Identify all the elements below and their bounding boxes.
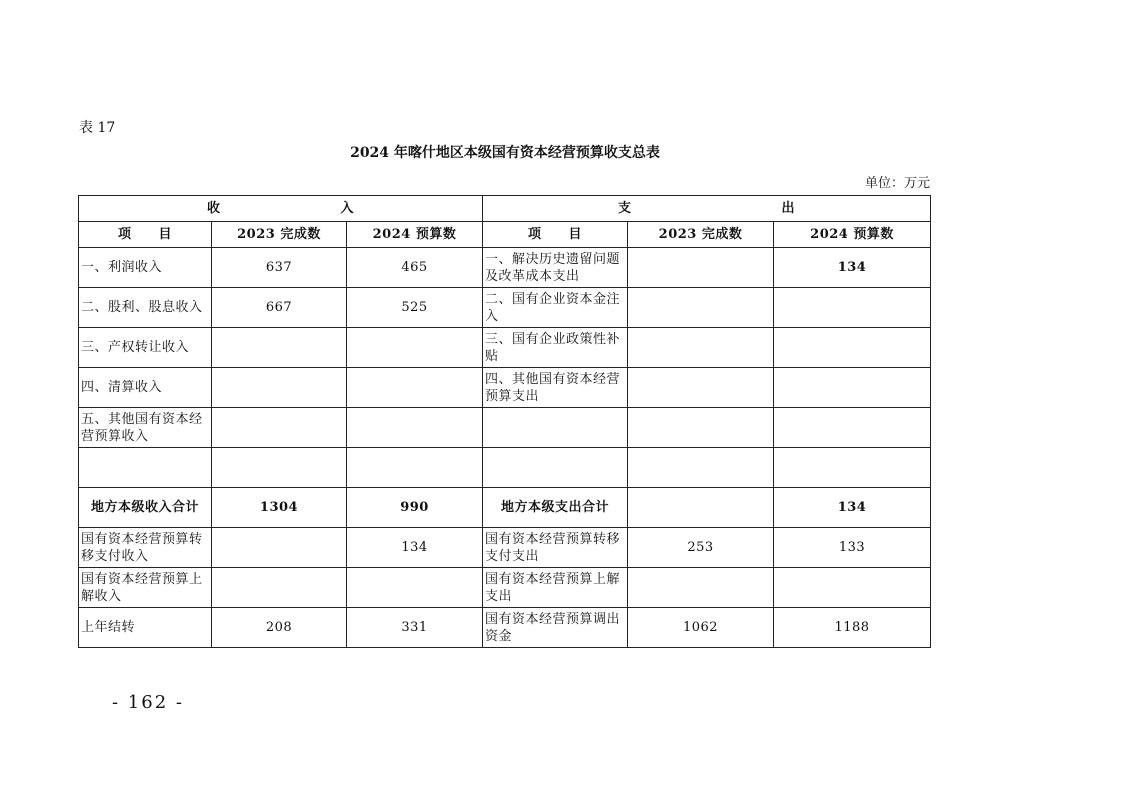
expense-2024-cell [774,568,931,608]
income-2023-cell [212,328,347,368]
expense-section-header [483,196,931,222]
expense-item-cell: 国有资本经营预算上解支出 [483,568,628,608]
income-2024-cell: 331 [347,608,483,648]
unit-label: 单位：万元 [864,176,930,191]
income-item-cell: 上年结转 [79,608,212,648]
expense-item-cell: 四、其他国有资本经营预算支出 [483,368,628,408]
section-header-row [79,196,931,222]
table-row [79,368,931,408]
col-header-income-2023: 2023 完成数 [212,222,347,248]
expense-2023-cell: 253 [628,528,774,568]
expense-2023-cell [628,248,774,288]
table-number: 表 17 [79,120,116,136]
income-2023-cell [212,568,347,608]
income-item-cell [79,448,212,488]
income-subtotal-label: 地方本级收入合计 [79,488,212,528]
expense-subtotal-2024: 134 [774,488,931,528]
income-header-char-1: 收 [206,201,221,216]
page-number: - 162 - [112,692,184,713]
income-item-cell: 五、其他国有资本经营预算收入 [79,408,212,448]
income-2024-cell [347,408,483,448]
table-row [79,328,931,368]
income-item-cell: 四、清算收入 [79,368,212,408]
table-row [79,608,931,648]
expense-item-cell [483,408,628,448]
expense-2023-cell [628,368,774,408]
expense-2023-cell [628,288,774,328]
table-row [79,448,931,488]
income-2023-cell [212,368,347,408]
expense-2024-cell [774,448,931,488]
income-2023-cell: 208 [212,608,347,648]
income-2023-cell: 637 [212,248,347,288]
expense-item-cell: 三、国有企业政策性补贴 [483,328,628,368]
income-item-cell: 三、产权转让收入 [79,328,212,368]
col-header-income-item: 项 目 [79,222,212,248]
budget-table [78,195,931,648]
expense-2023-cell [628,568,774,608]
document-title: 2024 年喀什地区本级国有资本经营预算收支总表 [350,145,660,161]
income-2024-cell [347,568,483,608]
subtotal-row [79,488,931,528]
expense-2023-cell: 1062 [628,608,774,648]
income-item-cell: 国有资本经营预算转移支付收入 [79,528,212,568]
income-2024-cell [347,328,483,368]
expense-2024-cell: 133 [774,528,931,568]
income-2024-cell: 134 [347,528,483,568]
col-header-expense-item: 项 目 [483,222,628,248]
expense-2023-cell [628,328,774,368]
expense-2024-cell [774,408,931,448]
expense-2024-cell: 134 [774,248,931,288]
income-item-cell: 国有资本经营预算上解收入 [79,568,212,608]
expense-2024-cell [774,368,931,408]
expense-item-cell: 二、国有企业资本金注入 [483,288,628,328]
income-2023-cell [212,408,347,448]
income-2024-cell [347,448,483,488]
col-header-income-2024: 2024 预算数 [347,222,483,248]
expense-2024-cell: 1188 [774,608,931,648]
income-subtotal-2023: 1304 [212,488,347,528]
expense-item-cell: 一、解决历史遗留问题及改革成本支出 [483,248,628,288]
income-header-char-2: 入 [340,201,355,216]
income-subtotal-2024: 990 [347,488,483,528]
income-2023-cell: 667 [212,288,347,328]
table-row [79,248,931,288]
table-row [79,408,931,448]
income-2024-cell: 525 [347,288,483,328]
expense-item-cell: 国有资本经营预算转移支付支出 [483,528,628,568]
expense-2024-cell [774,288,931,328]
income-2024-cell: 465 [347,248,483,288]
income-item-cell: 二、股利、股息收入 [79,288,212,328]
col-header-expense-2023: 2023 完成数 [628,222,774,248]
expense-item-cell: 国有资本经营预算调出资金 [483,608,628,648]
table-row [79,288,931,328]
expense-header-char-2: 出 [781,201,796,216]
income-2023-cell [212,528,347,568]
expense-subtotal-2023 [628,488,774,528]
table-row [79,568,931,608]
expense-2023-cell [628,408,774,448]
expense-item-cell [483,448,628,488]
income-2023-cell [212,448,347,488]
income-2024-cell [347,368,483,408]
col-header-expense-2024: 2024 预算数 [774,222,931,248]
income-item-cell: 一、利润收入 [79,248,212,288]
table-row [79,528,931,568]
expense-2023-cell [628,448,774,488]
expense-2024-cell [774,328,931,368]
income-section-header [79,196,483,222]
expense-header-char-1: 支 [618,201,632,216]
column-header-row [79,222,931,248]
expense-subtotal-label: 地方本级支出合计 [483,488,628,528]
